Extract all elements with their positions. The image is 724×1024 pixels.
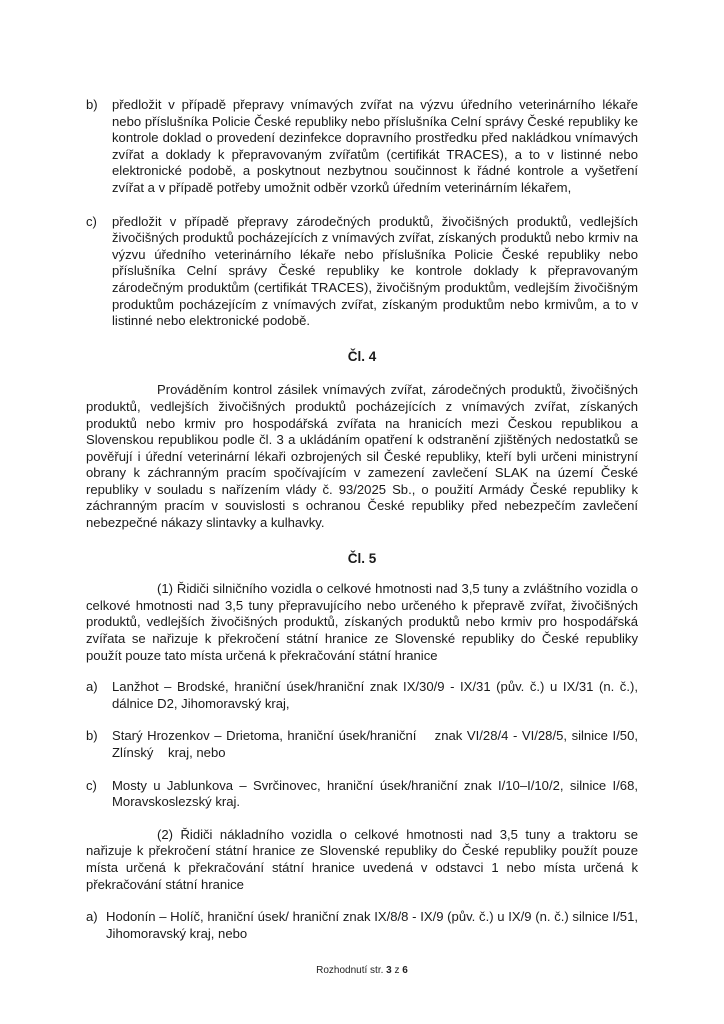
list-item-text: Starý Hrozenkov – Drietoma, hraniční úsek/hraniční znak VI/28/4 - VI/28/5, silnice I/50, Zlínský kraj, nebo — [112, 728, 642, 760]
footer-of: z — [391, 965, 403, 976]
list-item-b — [86, 97, 638, 197]
crossing-item-a — [86, 679, 638, 712]
list-marker: b) — [86, 97, 98, 112]
list-item-text: předložit v případě přepravy zárodečných produktů, živočišných produktů, vedlejších živočišných produktů pocházejících z vnímavých zvířat, získaných produktů nebo krmiv na výzvu úředního veterinárního lékaře nebo příslušníka Policie České republiky nebo příslušníka Celní správy České republiky ke kontrole doklady k přepravovaným zárodečným produktům (certifikát TRACES), živočišným produktům, vedlejším živočišným produktům pocházejícím z vnímavých zvířat, získaným produktům nebo krmivům, a to v listinné nebo elektronické podobě. — [112, 213, 638, 329]
page-footer — [0, 965, 724, 976]
list-item-text: Lanžhot – Brodské, hraniční úsek/hraniční znak IX/30/9 - IX/31 (pův. č.) u IX/31 (n. č.), dálnice D2, Jihomoravský kraj, — [112, 679, 638, 711]
list-item-c — [86, 214, 638, 330]
footer-page-total: 6 — [402, 965, 408, 976]
article-5-paragraph-1: (1) Řidiči silničního vozidla o celkové hmotnosti nad 3,5 tuny a zvláštního vozidla o celkové hmotnosti nad 3,5 tuny přepravujícího nebo určeného k přepravě zvířat, živočišných produktů, vedlejších živočišných produktů, získaných produktů nebo krmiv pro hospodářská zvířata se nařizuje k překročení státní hranice ze Slovenské republiky do České republiky použít pouze tato místa určená k překračování státní hranice — [86, 581, 638, 663]
list-item-text: Hodonín – Holíč, hraniční úsek/ hraniční znak IX/8/8 - IX/9 (pův. č.) u IX/9 (n. č.) silnice I/51, Jihomoravský kraj, nebo — [106, 909, 638, 941]
list-marker: a) — [86, 679, 98, 695]
list-marker: c) — [86, 777, 97, 793]
article-5-paragraph-2: (2) Řidiči nákladního vozidla o celkové hmotnosti nad 3,5 tuny a traktoru se nařizuje k překročení státní hranice ze Slovenské republiky do České republiky použít pouze místa určená k překračování státní hranice uvedená v odstavci 1 nebo místa určená k překračování státní hranice — [86, 826, 638, 892]
list-marker: b) — [86, 728, 98, 744]
footer-prefix: Rozhodnutí str. — [316, 965, 387, 976]
article-4-heading: Čl. 4 — [347, 348, 377, 364]
article-5-heading: Čl. 5 — [347, 550, 377, 566]
crossing-item-b — [86, 728, 642, 761]
footer-page-number: 3 — [386, 965, 392, 976]
page-content — [86, 97, 642, 942]
list-marker: c) — [86, 213, 97, 229]
list-item-text: předložit v případě přepravy vnímavých zvířat na výzvu úředního veterinárního lékaře nebo příslušníka Policie České republiky nebo příslušníka Celní správy České republiky ke kontrole doklad o provedení dezinfekce dopravního prostředku před nakládkou vnímavých zvířat a doklady k přepravovaným zvířatům (certifikát TRACES), a to v listinné nebo elektronické podobě, a poskytnout nezbytnou součinnost k řádné kontrole a vyšetření zvířat a v případě potřeby umožnit odběr vzorků úředním veterinárním lékařem, — [112, 97, 638, 195]
list-item-text: Mosty u Jablunkova – Svrčinovec, hraniční úsek/hraniční znak I/10–I/10/2, silnice I/68, Moravskoslezský kraj. — [112, 777, 638, 810]
crossing-item-c — [86, 778, 638, 811]
list-marker: a) — [86, 909, 98, 925]
crossing-item-hodonin — [86, 909, 638, 942]
article-4-paragraph: Prováděním kontrol zásilek vnímavých zvířat, zárodečných produktů, živočišných produktů, vedlejších živočišných produktů pocházejících z vnímavých zvířat, získaných produktů nebo krmiv pro hospodářská zvířata na hranicích mezi Českou republikou a Slovenskou republikou podle čl. 3 a ukládáním opatření k odstranění zjištěných nedostatků se pověřují i úřední veterinární lékaři ozbrojených sil České republiky, kteří byli určeni ministryní obrany k záchranným pracím spočívajícím v zamezení zavlečení SLAK na území České republiky v souladu s nařízením vlády č. 93/2025 Sb., o použití Armády České republiky k záchranným pracím v souvislosti s ochranou České republiky před nebezpečím zavlečení nebezpečné nákazy slintavky a kulhavky. — [86, 382, 638, 531]
